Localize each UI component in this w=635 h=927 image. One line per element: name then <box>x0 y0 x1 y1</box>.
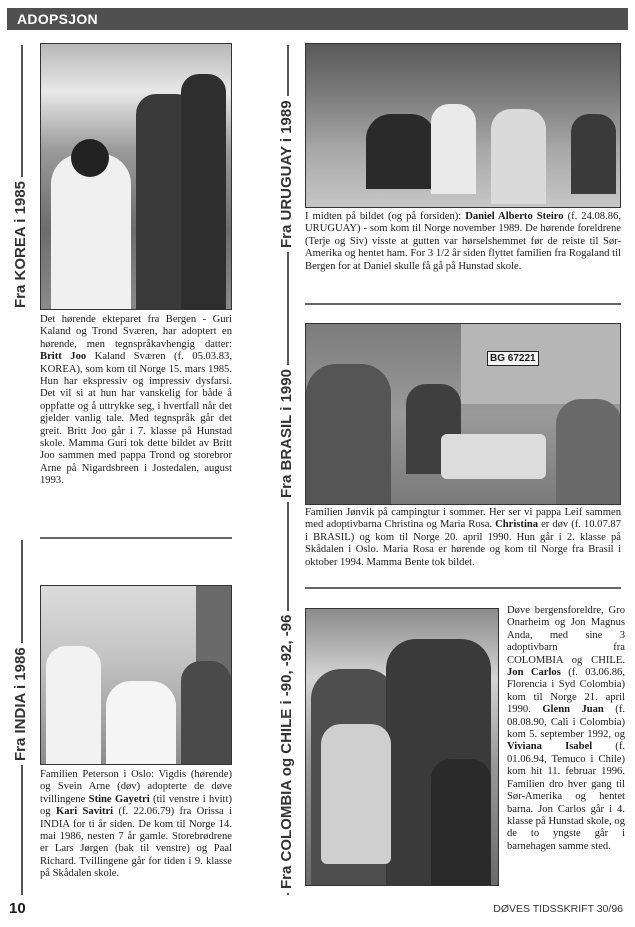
publication-title: DØVES TIDSSKRIFT 30/96 <box>493 903 623 915</box>
caption-text: (f. 01.06.94, Temuco i Chile) kom hit 11. februar 1996. Familien dro hver gang til Sør-Amerika og hentet barna. Jon Carlos går i 4. klasse på Hunstad skole, og de to yngste går i barnehagen samme sted. <box>507 741 626 852</box>
section-header-bar <box>7 8 628 30</box>
label-korea: Fra KOREA i 1985 <box>12 177 29 312</box>
caption-text: Familien Jønvik på campingtur i sommer. Her ser vi pappa Leif sammen med adoptivbarna Christina og Maria Rosa. <box>305 507 621 531</box>
caption-text: (f. 24.08.86, URUGUAY) - som kom til Norge november 1989. De hørende foreldrene (Terje og Siv) visste at gutten var hørselshemmet før de reiste til Sør-Amerika og hentet ham. For 3 1/2 år siden flyttet familien fra Rogaland til Bergen for at Daniel skulle få gå på Hunstad skole. <box>305 211 621 272</box>
caption-text: (til venstre i hvitt) og <box>40 793 232 818</box>
photo-uruguay-family <box>305 43 621 208</box>
divider-right-1 <box>305 303 621 305</box>
caption-korea <box>40 314 232 488</box>
page-number: 10 <box>9 900 26 917</box>
label-colombia: Fra COLOMBIA og CHILE i -90, -92, -96 <box>278 611 295 893</box>
caption-text: (f. 22.06.79) fra Orissa i INDIA for ti år siden. De kom til Norge 14. mai 1986, nesten 7 år gamle. Storebrødrene er Lars Jørgen (bak til venstre) og Paal Richard. Tvillingene går for tiden i 9. klasse på Skådalen skole. <box>40 806 233 880</box>
caption-uruguay <box>305 211 621 273</box>
caption-text: (f. 03.06.86, Florencia i Syd Colombia) kom til Norge 21. april 1990. <box>507 667 625 716</box>
caption-name: Glenn Juan <box>542 704 604 716</box>
photo-brasil-family <box>305 323 621 505</box>
license-plate: BG 67221 <box>487 351 539 366</box>
caption-name: Jon Carlos <box>507 667 561 679</box>
divider-right-2 <box>305 587 621 589</box>
caption-india <box>40 769 232 881</box>
label-uruguay: Fra URUGUAY i 1989 <box>278 96 295 252</box>
caption-name: Viviana Isabel <box>507 741 593 753</box>
caption-text: Familien Peterson i Oslo: Vigdis (hørende) og Svein Arne (døv) adopterte de døve tvillingene <box>40 769 232 805</box>
caption-colombia <box>507 605 625 853</box>
section-title: ADOPSJON <box>17 11 98 27</box>
divider-left <box>40 537 232 539</box>
caption-text: Kaland Sværen (f. 05.03.83, KOREA), som kom til Norge 15. mars 1985. Hun har ekspressiv og impressiv dysfarsi. Det vil si at hun har vanskelig for både å oppfatte og å uttrykke seg, i hvertfall når det gjelder vanlig tale. Med tegnspråk går det greit. Britt Joo går i 7. klasse på Hunstad skole. Mamma Guri tok dette bildet av Britt Joo sammen med pappa Trond og storebror Arne på Nigardsbreen i Jostedalen, august 1993. <box>40 351 232 487</box>
photo-india-family <box>40 585 232 765</box>
caption-name: Stine Gayetri <box>88 793 150 805</box>
label-brasil: Fra BRASIL i 1990 <box>278 365 295 502</box>
caption-name: Britt Joo <box>40 351 87 363</box>
caption-brasil <box>305 507 621 569</box>
photo-colombia-family <box>305 608 499 886</box>
caption-text: (f. 08.08.90, Cali i Colombia) kom 5. september 1992, og <box>507 704 625 741</box>
label-india: Fra INDIA i 1986 <box>12 643 29 765</box>
photo-korea-family <box>40 43 232 310</box>
caption-name: Kari Savitri <box>55 806 114 818</box>
caption-name: Daniel Alberto Steiro <box>465 211 564 222</box>
caption-name: Christina <box>495 519 539 531</box>
caption-text: er døv (f. 10.07.87 i BRASIL) og kom til Norge 20. april 1990. Hun går i 2. klasse på Skådalen i Oslo. Maria Rosa er hørende og kom til Norge fra Brasil i oktober 1994. Mamma Bente tok bildet. <box>305 519 621 568</box>
caption-text: Det hørende ekteparet fra Bergen - Guri Kaland og Trond Sværen, har adoptert en hørende, men tegnspråkavhengig datter: <box>40 314 232 350</box>
caption-text: Døve bergensforeldre, Gro Onarheim og Jon Magnus Anda, med sine 3 adoptivbarn fra COLOMBIA og CHILE. <box>507 605 625 666</box>
caption-text: I midten på bildet (og på forsiden): <box>305 211 466 222</box>
